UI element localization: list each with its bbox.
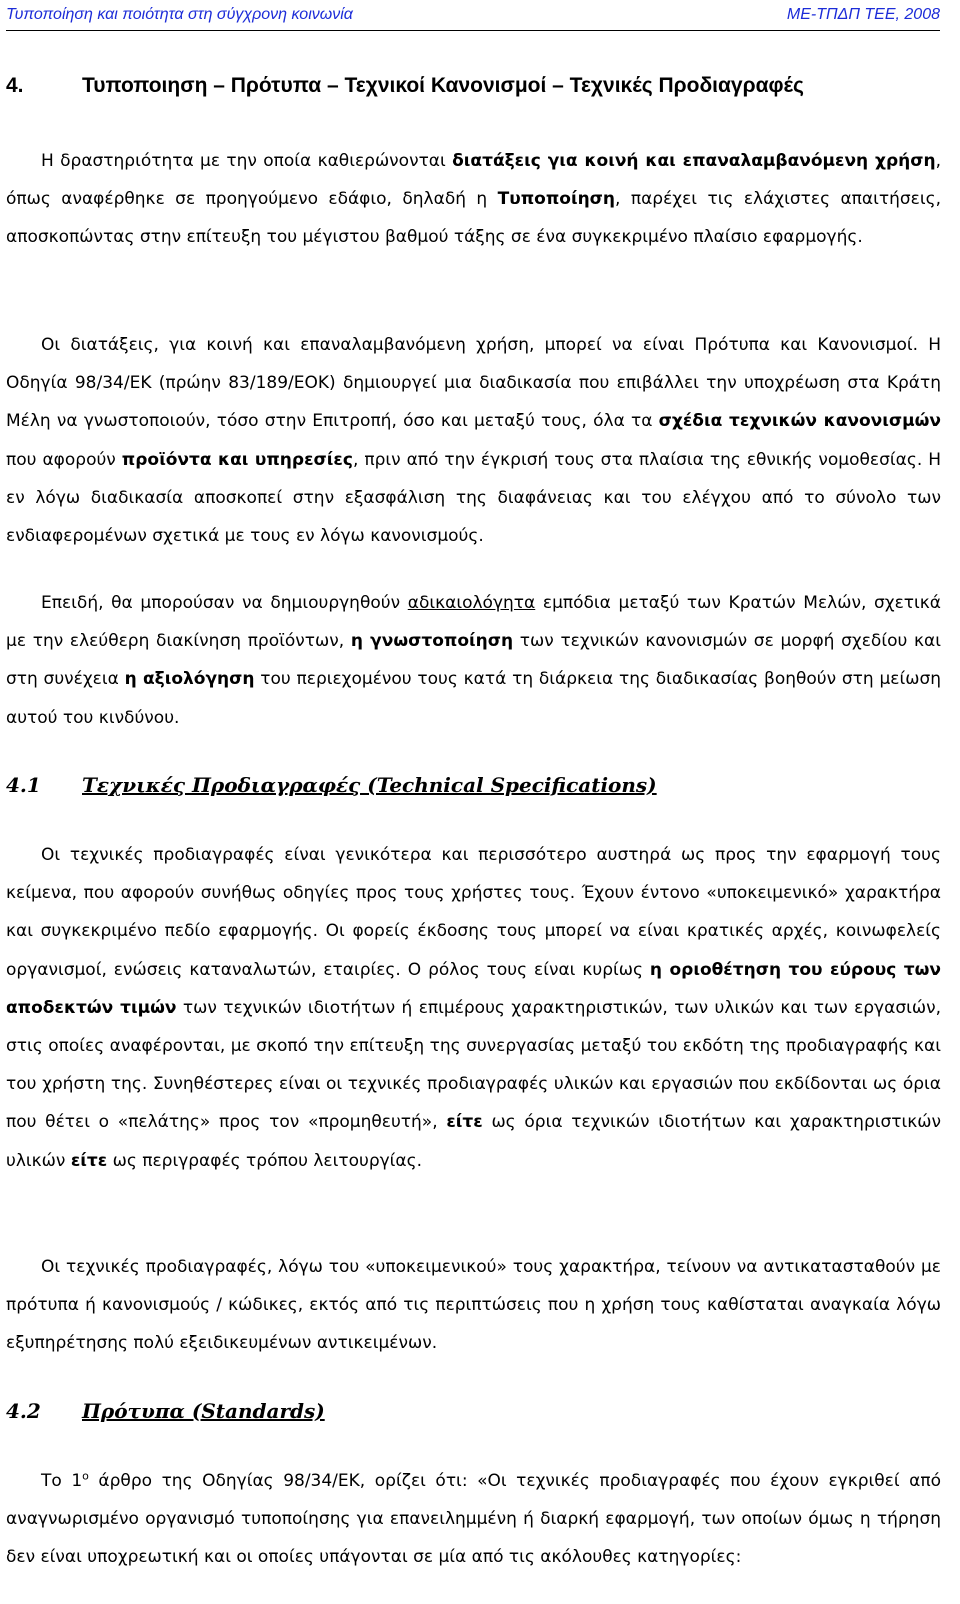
header-publisher: ΜΕ-ΤΠΔΠ ΤΕΕ, 2008 bbox=[786, 6, 940, 23]
p3-text-1: Επειδή, θα μπορούσαν να δημιουργηθούν bbox=[41, 593, 408, 613]
p4-text-3: ως όρια τεχνικών ιδιοτήτων και χαρακτηριστικών υλικών bbox=[6, 1112, 941, 1171]
p2-text-2: που αφορούν bbox=[6, 449, 122, 470]
p4-text-1: Οι τεχνικές προδιαγραφές είναι γενικότερα και περισσότερο αυστηρά ως προς την εφαρμογή τους κείμενα, που αφορούν συνήθως οδηγίες προς τους χρήστες τους. Έχουν έντονο «υποκειμενικό» χαρακτήρα και συγκεκριμένο πεδίο εφαρμογής. Οι φορείς έκδοσης τους μπορεί να είναι κρατικές αρχές, κοινωφελείς οργανισμοί, ενώσεις καταναλωτών, εταιρίες. Ο ρόλος τους είναι κυρίως bbox=[6, 845, 941, 980]
p5-text-1: Οι τεχνικές προδιαγραφές, λόγω του «υποκειμενικού» τους χαρακτήρα, τείνουν να αντικατασταθούν με πρότυπα ή κανονισμούς / κώδικες, εκτός από τις περιπτώσεις που η χρήση τους καθίσταται αναγκαία λόγω εξυπηρέτησης πολύ εξειδικευμένων αντικειμένων. bbox=[6, 1257, 941, 1354]
p4-bold-3: είτε bbox=[70, 1150, 108, 1171]
running-header bbox=[6, 6, 940, 32]
p6-text-1: Το 1 bbox=[41, 1471, 83, 1491]
p4-text-4: ως περιγραφές τρόπου λειτουργίας. bbox=[107, 1150, 423, 1171]
paragraph-4 bbox=[6, 836, 941, 1180]
section-4-heading bbox=[6, 74, 804, 98]
paragraph-2 bbox=[6, 326, 941, 555]
section-4-title: Τυποποιηση – Πρότυπα – Τεχνικοί Κανονισμοί – Τεχνικές Προδιαγραφές bbox=[82, 74, 804, 97]
p4-bold-1: η οριοθέτηση του εύρους των αποδεκτών τιμών bbox=[6, 959, 941, 1018]
p3-text-3: των τεχνικών κανονισμών σε μορφή σχεδίου και στη συνέχεια bbox=[6, 631, 942, 690]
p2-bold-2: προϊόντα και υπηρεσίες bbox=[121, 449, 353, 470]
p1-text-2: , όπως αναφέρθηκε σε προηγούμενο εδάφιο, δηλαδή η bbox=[6, 151, 942, 210]
section-4-2-number: 4.2 bbox=[6, 1399, 41, 1423]
paragraph-5 bbox=[6, 1248, 941, 1363]
header-rule bbox=[6, 30, 940, 31]
p3-underlined: αδικαιολόγητα bbox=[407, 593, 536, 613]
paragraph-6 bbox=[6, 1462, 941, 1577]
p1-bold-1: διατάξεις για κοινή και επαναλαμβανόμενη χρήση bbox=[452, 151, 936, 171]
p6-superscript: ο bbox=[82, 1469, 89, 1483]
p4-bold-2: είτε bbox=[446, 1112, 483, 1133]
p2-text-1: Οι διατάξεις, για κοινή και επαναλαμβανόμενη χρήση, μπορεί να είναι Πρότυπα και Κανονισμοί. Η Οδηγία 98/34/ΕΚ (πρώην 83/189/ΕΟΚ) δημιουργεί μια διαδικασία που επιβάλλει την υποχρέωση στα Κράτη Μέλη να γνωστοποιούν, τόσο στην Επιτροπή, όσο και μεταξύ τους, όλα τα bbox=[6, 335, 941, 432]
p6-text-2: άρθρο της Οδηγίας 98/34/ΕΚ, ορίζει ότι: «Οι τεχνικές προδιαγραφές που έχουν εγκριθεί από αναγνωρισμένο οργανισμό τυποποίησης για επανειλημμένη ή διαρκή εφαρμογή, των οποίων όμως η τήρηση δεν είναι υποχρεωτική και οι οποίες υπάγονται σε μία από τις ακόλουθες κατηγορίες: bbox=[6, 1471, 941, 1568]
p1-bold-2: Τυποποίηση bbox=[497, 189, 616, 210]
p3-bold-2: η αξιολόγηση bbox=[124, 669, 255, 690]
section-4-1-number: 4.1 bbox=[6, 773, 41, 797]
p1-text-1: Η δραστηριότητα με την οποία καθιερώνονται bbox=[41, 151, 453, 171]
p4-text-2: των τεχνικών ιδιοτήτων ή επιμέρους χαρακτηριστικών, των υλικών και των εργασιών, στις οποίες αναφέρονται, με σκοπό την επίτευξη της συνεργασίας μεταξύ του εκδότη της προδιαγραφής και του χρήστη της. Συνηθέστερες είναι οι τεχνικές προδιαγραφές υλικών και εργασιών που εκδίδονται ως όρια που θέτει ο «πελάτης» προς τον «προμηθευτή», bbox=[6, 997, 941, 1133]
section-4-1-title: Τεχνικές Προδιαγραφές (Technical Specifications) bbox=[82, 773, 657, 797]
p3-text-2: εμπόδια μεταξύ των Κρατών Μελών, σχετικά με την ελεύθερη διακίνηση προϊόντων, bbox=[6, 593, 942, 652]
section-4-2-heading bbox=[6, 1399, 325, 1423]
p2-text-3: , πριν από την έγκρισή τους στα πλαίσια της εθνικής νομοθεσίας. Η εν λόγω διαδικασία αποσκοπεί στην εξασφάλιση της διαφάνειας και του ελέγχου από το σύνολο των ενδιαφερομένων σχετικά με τους εν λόγω κανονισμούς. bbox=[6, 449, 941, 547]
paragraph-1 bbox=[6, 142, 941, 257]
section-4-1-heading bbox=[6, 773, 657, 797]
section-4-number: 4. bbox=[6, 74, 24, 97]
header-title: Τυποποίηση και ποιότητα στη σύγχρονη κοινωνία bbox=[6, 6, 353, 23]
p1-text-3: , παρέχει τις ελάχιστες απαιτήσεις, αποσκοπώντας στην επίτευξη του μέγιστου βαθμού τάξης σε ένα συγκεκριμένο πλαίσιο εφαρμογής. bbox=[6, 189, 941, 248]
section-4-2-title: Πρότυπα (Standards) bbox=[82, 1399, 325, 1423]
p3-text-4: του περιεχομένου τους κατά τη διάρκεια της διαδικασίας βοηθούν στη μείωση αυτού του κινδύνου. bbox=[6, 669, 942, 728]
p3-bold-1: η γνωστοποίηση bbox=[350, 631, 514, 652]
p2-bold-1: σχέδια τεχνικών κανονισμών bbox=[658, 411, 941, 432]
paragraph-3 bbox=[6, 584, 941, 737]
